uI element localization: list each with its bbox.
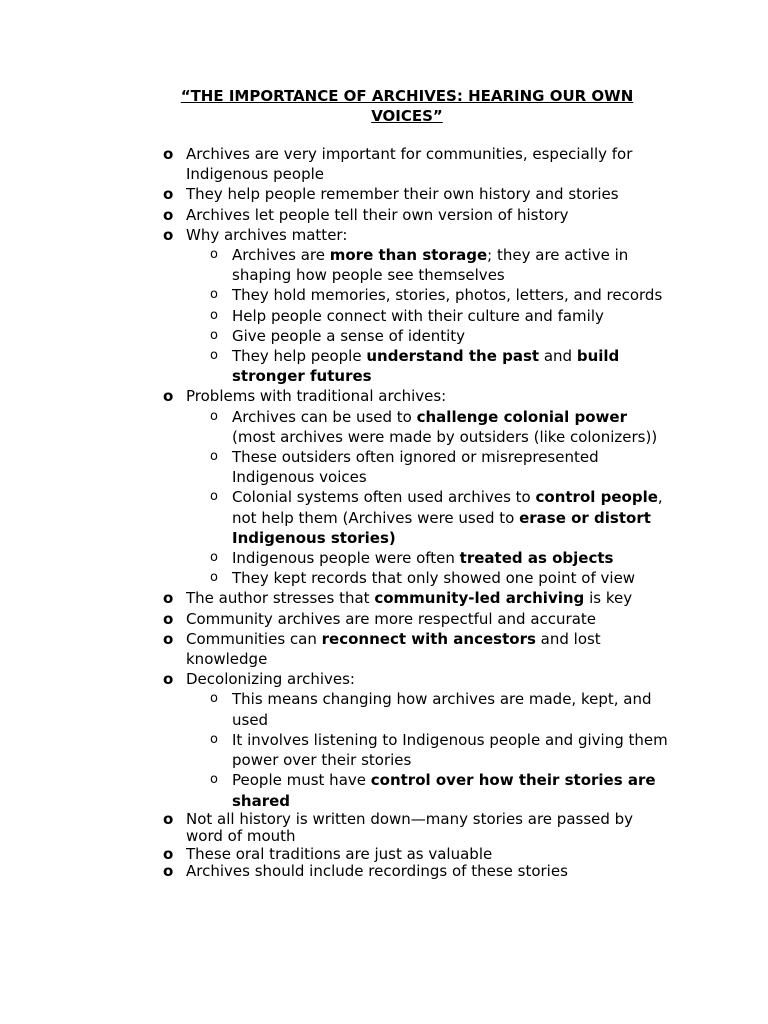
item-text: These outsiders often ignored or misrepresented Indigenous voices xyxy=(232,448,599,487)
bullet-marker: o xyxy=(210,327,218,343)
list-item xyxy=(0,811,664,846)
sub-list-item xyxy=(0,730,672,770)
bold-text: treated as objects xyxy=(459,549,614,568)
item-text: They help people remember their own history and stories xyxy=(186,185,619,204)
item-text: Help people connect with their culture and family xyxy=(232,306,604,325)
bullet-marker: o xyxy=(210,731,218,747)
item-text: Problems with traditional archives: xyxy=(186,387,447,406)
item-text: ; they are active in shaping how people see themselves xyxy=(232,246,629,285)
bold-text: community-led archiving xyxy=(374,589,585,608)
sub-list-item xyxy=(0,346,672,386)
bold-text: understand the past xyxy=(366,347,540,366)
bullet-marker: o xyxy=(163,844,174,863)
bullet-marker: o xyxy=(210,489,218,505)
item-text: Archives should include recordings of these stories xyxy=(186,862,568,881)
bullet-marker: o xyxy=(210,772,218,788)
bold-text: challenge colonial power xyxy=(416,407,627,426)
item-text: Archives can be used to xyxy=(232,407,417,426)
item-text: People must have xyxy=(232,771,371,790)
list-item xyxy=(0,225,664,245)
sub-list-item xyxy=(0,306,672,326)
bullet-marker: o xyxy=(210,247,218,263)
item-text: Indigenous people were often xyxy=(232,549,460,568)
bullet-marker: o xyxy=(163,589,174,608)
item-text: They help people xyxy=(232,347,367,366)
sub-list-item xyxy=(0,770,672,810)
item-text: Community archives are more respectful and accurate xyxy=(186,609,597,628)
list-item xyxy=(0,846,664,864)
item-text: This means changing how archives are made, kept, and used xyxy=(232,690,652,729)
bullet-marker: o xyxy=(210,449,218,465)
sub-list-item xyxy=(0,285,672,305)
bullet-marker: o xyxy=(163,809,174,828)
list-item xyxy=(0,144,664,184)
bullet-marker: o xyxy=(210,691,218,707)
bullet-marker: o xyxy=(210,570,218,586)
item-text: Archives let people tell their own version of history xyxy=(186,205,569,224)
document-title: “THE IMPORTANCE OF ARCHIVES: HEARING OUR OWN VOICES” xyxy=(180,87,634,125)
item-text: They hold memories, stories, photos, letters, and records xyxy=(232,286,663,305)
bold-text: reconnect with ancestors xyxy=(321,629,536,648)
sub-list-item xyxy=(0,568,672,588)
bullet-marker: o xyxy=(163,629,174,648)
bold-text: build stronger futures xyxy=(232,347,620,386)
item-text: (most archives were made by outsiders (like colonizers)) xyxy=(232,427,658,446)
bullet-list xyxy=(0,144,768,881)
list-item xyxy=(0,184,664,204)
bold-text: erase or distort Indigenous stories) xyxy=(232,508,651,547)
sub-list-item xyxy=(0,245,672,285)
item-text: Communities can xyxy=(186,629,322,648)
item-text: These oral traditions are just as valuable xyxy=(186,844,493,863)
list-item xyxy=(0,205,664,225)
item-text: Give people a sense of identity xyxy=(232,326,466,345)
bullet-marker: o xyxy=(163,862,174,881)
sub-list-item xyxy=(0,447,672,487)
bullet-marker: o xyxy=(210,287,218,303)
item-text: , not help them (Archives were used to xyxy=(232,488,663,527)
item-text: Colonial systems often used archives to xyxy=(232,488,536,507)
list-item xyxy=(0,669,664,689)
sub-list-item xyxy=(0,326,672,346)
bullet-marker: o xyxy=(163,609,174,628)
list-item xyxy=(0,863,664,881)
list-item xyxy=(0,386,664,406)
item-text: and xyxy=(539,347,577,366)
item-text: Why archives matter: xyxy=(186,225,348,244)
sub-list-item xyxy=(0,407,672,447)
bold-text: control people xyxy=(535,488,658,507)
sub-list-item xyxy=(0,487,672,548)
item-text: They kept records that only showed one point of view xyxy=(232,569,636,588)
sub-list-item xyxy=(0,689,672,729)
bold-text: control over how their stories are shared xyxy=(232,771,656,810)
list-item xyxy=(0,629,664,669)
item-text: and lost knowledge xyxy=(186,629,601,669)
item-text: is key xyxy=(584,589,633,608)
item-text: Decolonizing archives: xyxy=(186,670,355,689)
bullet-marker: o xyxy=(163,205,174,224)
item-text: Not all history is written down—many stories are passed by word of mouth xyxy=(186,809,634,846)
bullet-marker: o xyxy=(163,225,174,244)
sub-list-item xyxy=(0,548,672,568)
bullet-marker: o xyxy=(210,348,218,364)
item-text: It involves listening to Indigenous people and giving them power over their stories xyxy=(232,730,668,770)
item-text: Archives are xyxy=(232,246,330,265)
bullet-marker: o xyxy=(210,550,218,566)
bullet-marker: o xyxy=(210,408,218,424)
list-item xyxy=(0,588,664,608)
bullet-marker: o xyxy=(163,670,174,689)
bold-text: more than storage xyxy=(329,246,488,265)
bullet-marker: o xyxy=(163,145,174,163)
list-item xyxy=(0,609,664,629)
bullet-marker: o xyxy=(163,387,174,406)
item-text: The author stresses that xyxy=(186,589,375,608)
item-text: Archives are very important for communities, especially for Indigenous people xyxy=(186,145,633,184)
bullet-marker: o xyxy=(210,307,218,323)
bullet-marker: o xyxy=(163,185,174,204)
